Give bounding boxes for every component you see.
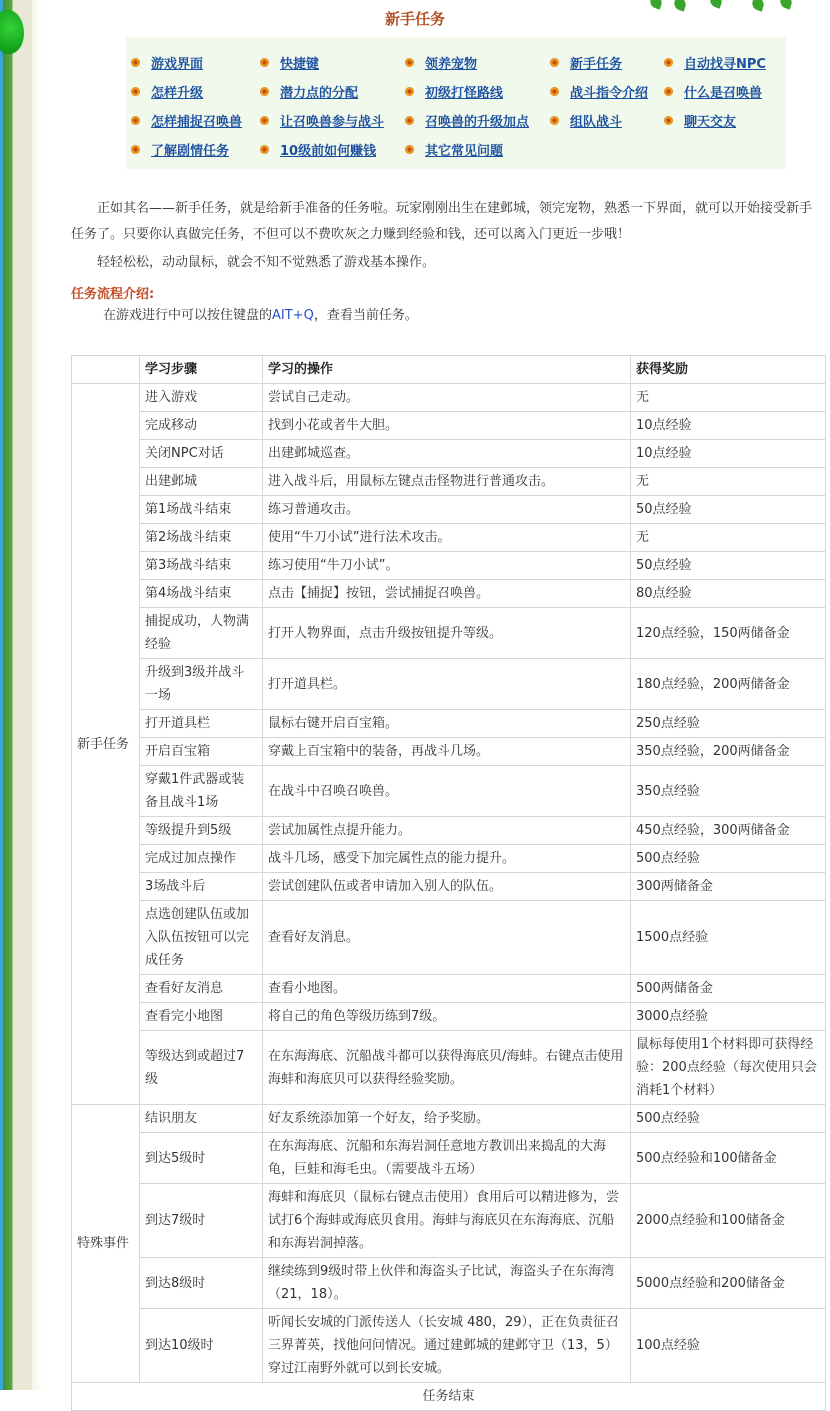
reward-cell: 250点经验 [631, 710, 826, 738]
bullet-icon [260, 145, 269, 154]
nav-link-item[interactable] [131, 110, 242, 130]
table-header-row [72, 356, 826, 384]
task-flow-table [71, 355, 826, 1411]
nav-link[interactable]: 快捷键 [280, 56, 320, 72]
reward-cell: 100点经验 [631, 1309, 826, 1383]
action-cell: 战斗几场，感受下加完属性点的能力提升。 [263, 845, 631, 873]
reward-cell: 50点经验 [631, 496, 826, 524]
intro-paragraph-2: 轻轻松松，动动鼠标，就会不知不觉熟悉了游戏基本操作。 [97, 255, 436, 270]
table-row [72, 738, 826, 766]
bullet-icon [131, 145, 140, 154]
nav-link[interactable]: 了解剧情任务 [151, 143, 230, 159]
bullet-icon [131, 87, 140, 96]
step-cell: 查看好友消息 [140, 975, 263, 1003]
nav-link[interactable]: 游戏界面 [151, 56, 204, 72]
bullet-icon [405, 87, 414, 96]
action-cell: 将自己的角色等级历练到7级。 [263, 1003, 631, 1031]
table-row [72, 1258, 826, 1309]
reward-cell: 500点经验和100储备金 [631, 1133, 826, 1184]
reward-cell: 2000点经验和100储备金 [631, 1184, 826, 1258]
task-end-cell: 任务结束 [72, 1383, 826, 1411]
category-cell: 特殊事件 [72, 1105, 140, 1383]
header-step: 学习步骤 [140, 356, 263, 384]
reward-cell: 10点经验 [631, 412, 826, 440]
step-cell: 打开道具栏 [140, 710, 263, 738]
nav-link-item[interactable] [260, 52, 319, 72]
nav-link[interactable]: 领养宠物 [425, 56, 478, 72]
bullet-icon [550, 58, 559, 67]
left-decorative-border [0, 0, 32, 1390]
action-cell: 练习普通攻击。 [263, 496, 631, 524]
bullet-icon [260, 87, 269, 96]
table-row [72, 1031, 826, 1105]
step-cell: 穿戴1件武器或装备且战斗1场 [140, 766, 263, 817]
action-cell: 打开道具栏。 [263, 659, 631, 710]
step-cell: 第1场战斗结束 [140, 496, 263, 524]
action-cell: 进入战斗后，用鼠标左键点击怪物进行普通攻击。 [263, 468, 631, 496]
table-row [72, 710, 826, 738]
action-cell: 使用“牛刀小试”进行法术攻击。 [263, 524, 631, 552]
border-fade [32, 0, 42, 1390]
nav-link-item[interactable] [405, 110, 529, 130]
header-action: 学习的操作 [263, 356, 631, 384]
step-cell: 到达5级时 [140, 1133, 263, 1184]
nav-link[interactable]: 怎样升级 [151, 85, 204, 101]
nav-link[interactable]: 聊天交友 [684, 114, 737, 130]
nav-link[interactable]: 自动找寻NPC [684, 56, 766, 72]
action-cell: 点击【捕捉】按钮，尝试捕捉召唤兽。 [263, 580, 631, 608]
reward-cell: 3000点经验 [631, 1003, 826, 1031]
reward-cell: 500点经验 [631, 1105, 826, 1133]
table-row [72, 608, 826, 659]
nav-link[interactable]: 怎样捕捉召唤兽 [151, 114, 243, 130]
bullet-icon [131, 116, 140, 125]
step-cell: 开启百宝箱 [140, 738, 263, 766]
header-category [72, 356, 140, 384]
bullet-icon [405, 116, 414, 125]
step-cell: 关闭NPC对话 [140, 440, 263, 468]
nav-link[interactable]: 让召唤兽参与战斗 [280, 114, 385, 130]
action-cell: 尝试加属性点提升能力。 [263, 817, 631, 845]
nav-link-item[interactable] [664, 110, 736, 130]
bullet-icon [260, 58, 269, 67]
step-cell: 出建邺城 [140, 468, 263, 496]
reward-cell: 80点经验 [631, 580, 826, 608]
nav-link[interactable]: 什么是召唤兽 [684, 85, 763, 101]
nav-link-item[interactable] [664, 52, 766, 72]
reward-cell: 无 [631, 384, 826, 412]
nav-link-item[interactable] [664, 81, 762, 101]
table-row [72, 580, 826, 608]
bullet-icon [260, 116, 269, 125]
nav-link-item[interactable] [405, 139, 503, 159]
nav-link-item[interactable] [131, 139, 229, 159]
nav-link-item[interactable] [131, 81, 203, 101]
page-title: 新手任务 [384, 10, 445, 28]
nav-link[interactable]: 10级前如何赚钱 [280, 143, 377, 159]
table-row [72, 440, 826, 468]
step-cell: 到达7级时 [140, 1184, 263, 1258]
action-cell: 查看小地图。 [263, 975, 631, 1003]
step-cell: 完成过加点操作 [140, 845, 263, 873]
action-cell: 听闻长安城的门派传送人（长安城 480，29），正在负责征召三界菁英，找他问问情况。通过建邺城的建邺守卫（13，5）穿过江南野外就可以到长安城。 [263, 1309, 631, 1383]
table-row [72, 524, 826, 552]
nav-link[interactable]: 初级打怪路线 [425, 85, 504, 101]
nav-link[interactable]: 其它常见问题 [425, 143, 504, 159]
nav-link[interactable]: 新手任务 [570, 56, 623, 72]
step-cell: 点选创建队伍或加入队伍按钮可以完成任务 [140, 901, 263, 975]
nav-link-item[interactable] [405, 52, 477, 72]
step-cell: 捕捉成功，人物满经验 [140, 608, 263, 659]
reward-cell: 10点经验 [631, 440, 826, 468]
reward-cell: 50点经验 [631, 552, 826, 580]
table-row [72, 1309, 826, 1383]
nav-link[interactable]: 召唤兽的升级加点 [425, 114, 530, 130]
nav-link[interactable]: 战斗指令介绍 [570, 85, 649, 101]
reward-cell: 500点经验 [631, 845, 826, 873]
nav-link-item[interactable] [550, 81, 648, 101]
section-heading: 任务流程介绍: [71, 287, 155, 302]
action-cell: 找到小花或者牛大胆。 [263, 412, 631, 440]
step-cell: 升级到3级并战斗一场 [140, 659, 263, 710]
reward-cell: 180点经验，200两储备金 [631, 659, 826, 710]
nav-link-item[interactable] [260, 81, 358, 101]
table-footer-row [72, 1383, 826, 1411]
action-cell: 在东海海底、沉船和东海岩洞任意地方教训出来捣乱的大海龟，巨蛙和海毛虫。（需要战斗五场） [263, 1133, 631, 1184]
action-cell: 继续练到9级时带上伙伴和海盗头子比试，海盗头子在东海湾（21，18）。 [263, 1258, 631, 1309]
reward-cell: 300两储备金 [631, 873, 826, 901]
nav-link-item[interactable] [260, 110, 384, 130]
table-row [72, 552, 826, 580]
action-cell: 出建邺城巡查。 [263, 440, 631, 468]
nav-link-item[interactable] [260, 139, 376, 159]
table-row [72, 468, 826, 496]
action-cell: 在东海海底、沉船战斗都可以获得海底贝/海蚌。右键点击使用海蚌和海底贝可以获得经验奖励。 [263, 1031, 631, 1105]
reward-cell: 350点经验 [631, 766, 826, 817]
bullet-icon [550, 116, 559, 125]
action-cell: 打开人物界面，点击升级按钮提升等级。 [263, 608, 631, 659]
table-row [72, 412, 826, 440]
action-cell: 尝试自己走动。 [263, 384, 631, 412]
action-cell: 鼠标右键开启百宝箱。 [263, 710, 631, 738]
reward-cell: 无 [631, 524, 826, 552]
action-cell: 海蚌和海底贝（鼠标右键点击使用）食用后可以精进修为，尝试打6个海蚌或海底贝食用。海蚌与海底贝在东海海底、沉船和东海岩洞掉落。 [263, 1184, 631, 1258]
quick-nav-panel [126, 37, 786, 169]
action-cell: 练习使用“牛刀小试”。 [263, 552, 631, 580]
step-cell: 到达10级时 [140, 1309, 263, 1383]
bullet-icon [664, 87, 673, 96]
reward-cell: 450点经验，300两储备金 [631, 817, 826, 845]
bullet-icon [405, 58, 414, 67]
nav-link[interactable]: 组队战斗 [570, 114, 623, 130]
nav-link[interactable]: 潜力点的分配 [280, 85, 359, 101]
table-row [72, 659, 826, 710]
step-cell: 第2场战斗结束 [140, 524, 263, 552]
action-cell: 查看好友消息。 [263, 901, 631, 975]
action-cell: 尝试创建队伍或者申请加入别人的队伍。 [263, 873, 631, 901]
reward-cell: 350点经验，200两储备金 [631, 738, 826, 766]
table-row [72, 873, 826, 901]
table-row [72, 901, 826, 975]
bullet-icon [405, 145, 414, 154]
bullet-icon [550, 87, 559, 96]
table-row [72, 1184, 826, 1258]
step-cell: 结识朋友 [140, 1105, 263, 1133]
step-cell: 完成移动 [140, 412, 263, 440]
hotkey-hint: 在游戏进行中可以按住键盘的AIT+Q，查看当前任务。 [103, 308, 418, 323]
intro-paragraph-1: 正如其名——新手任务，就是给新手准备的任务啦。玩家刚刚出生在建邺城，领完宠物，熟悉一下界面，就可以开始接受新手任务了。只要你认真做完任务，不但可以不费吹灰之力赚到经验和钱，还可以离入门更近一步哦！ [71, 201, 813, 242]
step-cell: 3场战斗后 [140, 873, 263, 901]
action-cell: 好友系统添加第一个好友，给予奖励。 [263, 1105, 631, 1133]
bullet-icon [664, 58, 673, 67]
step-cell: 第3场战斗结束 [140, 552, 263, 580]
step-cell: 第4场战斗结束 [140, 580, 263, 608]
reward-cell: 1500点经验 [631, 901, 826, 975]
reward-cell: 无 [631, 468, 826, 496]
nav-link-item[interactable] [550, 52, 622, 72]
step-cell: 等级提升到5级 [140, 817, 263, 845]
step-cell: 查看完小地图 [140, 1003, 263, 1031]
reward-cell: 500两储备金 [631, 975, 826, 1003]
table-row [72, 1133, 826, 1184]
nav-link-item[interactable] [405, 81, 503, 101]
table-row [72, 496, 826, 524]
table-row [72, 975, 826, 1003]
hotkey-text: AIT+Q [272, 308, 314, 323]
nav-link-item[interactable] [550, 110, 622, 130]
table-row [72, 817, 826, 845]
table-row [72, 1105, 826, 1133]
step-cell: 进入游戏 [140, 384, 263, 412]
nav-link-item[interactable] [131, 52, 203, 72]
step-cell: 等级达到或超过7级 [140, 1031, 263, 1105]
reward-cell: 鼠标每使用1个材料即可获得经验：200点经验（每次使用只会消耗1个材料） [631, 1031, 826, 1105]
reward-cell: 5000点经验和200储备金 [631, 1258, 826, 1309]
bullet-icon [131, 58, 140, 67]
table-row [72, 845, 826, 873]
header-reward: 获得奖励 [631, 356, 826, 384]
bullet-icon [664, 116, 673, 125]
table-row [72, 384, 826, 412]
table-row [72, 1003, 826, 1031]
reward-cell: 120点经验，150两储备金 [631, 608, 826, 659]
table-row [72, 766, 826, 817]
action-cell: 穿戴上百宝箱中的装备，再战斗几场。 [263, 738, 631, 766]
category-cell: 新手任务 [72, 384, 140, 1105]
action-cell: 在战斗中召唤召唤兽。 [263, 766, 631, 817]
step-cell: 到达8级时 [140, 1258, 263, 1309]
